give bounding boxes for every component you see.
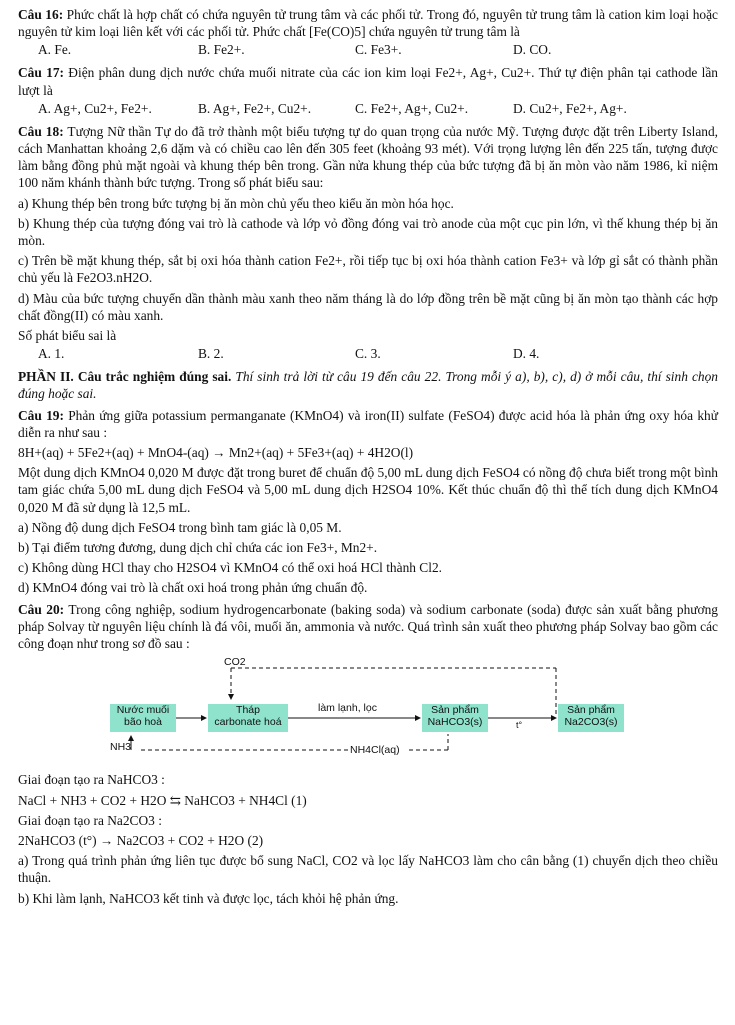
option-a: A. 1. bbox=[38, 346, 65, 362]
equation-1: NaCl + NH3 + CO2 + H2O ⇆ NaHCO3 + NH4Cl (1) bbox=[18, 792, 307, 808]
question-18 bbox=[18, 123, 718, 192]
option-c: C. Fe3+. bbox=[355, 42, 402, 58]
carbonation-tower-box bbox=[208, 704, 288, 732]
part-2-heading bbox=[18, 368, 718, 402]
part-title: PHẦN II. Câu trắc nghiệm đúng sai. bbox=[18, 369, 232, 385]
statement-b: b) Khung thép của tượng đóng vai trò là cathode và lớp vỏ đồng đóng vai trò anode của một cục pin lớn, vì thế khung thép bị ăn mòn. bbox=[18, 215, 718, 249]
part-instructions: Thí sinh trả lời từ câu 19 đến câu 22. Trong mỗi ý a), b), c), d) ở mỗi câu, thí sinh chọn đúng hoặc sai. bbox=[18, 369, 718, 402]
box-line-2: bão hoà bbox=[124, 716, 162, 729]
option-d: D. Cu2+, Fe2+, Ag+. bbox=[513, 100, 627, 116]
question-19 bbox=[18, 407, 718, 441]
statement-c: c) Không dùng HCl thay cho H2SO4 vì KMnO4 có thể oxi hoá HCl thành Cl2. bbox=[18, 560, 443, 576]
co2-label: CO2 bbox=[224, 656, 246, 669]
stage-1-heading: Giai đoạn tạo ra NaHCO3 : bbox=[18, 772, 165, 788]
options-17 bbox=[18, 99, 718, 119]
option-b: B. Fe2+. bbox=[198, 42, 245, 58]
equation-2: 2NaHCO3 (t°) → Na2CO3 + CO2 + H2O (2) bbox=[18, 832, 264, 848]
option-a: A. Fe. bbox=[38, 42, 72, 58]
question-number: Câu 16: bbox=[18, 7, 64, 22]
question-text: Phản ứng giữa potassium permanganate (KMnO4) và iron(II) sulfate (FeSO4) được acid hóa là phản ứng oxy hóa khử diễn ra như sau : bbox=[18, 407, 718, 440]
statement-b: b) Tại điểm tương đương, dung dịch chỉ chứa các ion Fe3+, Mn2+. bbox=[18, 540, 378, 556]
titration-description: Một dung dịch KMnO4 0,020 M được đặt trong buret để chuẩn độ 5,00 mL dung dịch FeSO4 có nồng độ chưa biết trong một bình tam giác chứa 5,00 mL dung dịch FeSO4 và 5,00 mL dung dịch H2SO4 10%. Kết thúc chuẩn độ thì thể tích dung dịch KMnO4 0,020 M đã sử dụng là 12,5 mL. bbox=[18, 465, 718, 515]
question-number: Câu 18: bbox=[18, 123, 64, 139]
statement-a: a) Trong quá trình phản ứng liên tục được bổ sung NaCl, CO2 và lọc lấy NaHCO3 làm cho cân bằng (1) chuyển dịch theo chiều thuận. bbox=[18, 853, 718, 886]
na2co3-product-box bbox=[558, 704, 624, 732]
option-d: D. CO. bbox=[513, 42, 552, 58]
question-text: Tượng Nữ thần Tự do đã trở thành một biểu tượng tự do quan trọng của nước Mỹ. Tượng được đặt trên Liberty Island, cách Manhattan khoảng 2,6 dặm và có chiều cao lên đến 305 feet (khoảng 93 mét). Với trọng lượng lên đến 225 tấn, tượng được làm bằng đồng phủ mặt ngoài và khung thép bên trong. Gần nửa khung thép của bức tượng đã bị ăn mòn vào năm 1986, kỉ niệm 100 năm khánh thành bức tượng. Trong số phát biểu sau: bbox=[18, 123, 719, 191]
box-line-1: Tháp bbox=[236, 704, 260, 717]
statement-b: b) Khi làm lạnh, NaHCO3 kết tinh và được lọc, tách khỏi hệ phản ứng. bbox=[18, 890, 399, 906]
statement-d: d) Màu của bức tượng chuyển dần thành màu xanh theo năm tháng là do lớp đồng trên bề mặt cũng bị ăn mòn tạo thành các hợp chất đồng(II) có màu xanh. bbox=[18, 290, 718, 323]
stage-2-heading: Giai đoạn tạo ra Na2CO3 : bbox=[18, 812, 162, 828]
question-20 bbox=[18, 601, 718, 653]
box-line-2: carbonate hoá bbox=[214, 716, 282, 729]
options-16 bbox=[18, 40, 718, 60]
question-16 bbox=[18, 6, 718, 40]
statement-c: c) Trên bề mặt khung thép, sắt bị oxi hóa thành cation Fe2+, rồi tiếp tục bị oxi hóa thành cation Fe3+ và lớp gỉ sắt có thành phần chủ yếu là Fe2O3.nH2O. bbox=[18, 253, 718, 286]
box-line-1: Sản phẩm bbox=[567, 704, 615, 717]
option-b: B. Ag+, Fe2+, Cu2+. bbox=[198, 100, 312, 116]
question-number: Câu 20: bbox=[18, 601, 65, 617]
question-number: Câu 19: bbox=[18, 407, 64, 423]
options-18 bbox=[18, 344, 718, 364]
statement-a: a) Khung thép bên trong bức tượng bị ăn mòn chủ yếu theo kiểu ăn mòn hóa học. bbox=[18, 195, 454, 211]
statement-d: d) KMnO4 đóng vai trò là chất oxi hoá trong phản ứng chuẩn độ. bbox=[18, 580, 368, 596]
question-text: Phức chất là hợp chất có chứa nguyên tử trung tâm và các phối tử. Trong đó, nguyên tử trung tâm là cation kim loại hoặc nguyên tử kim loại liên kết với các phối tử. Phức chất [Fe(CO)5] chứa nguyên tử trung tâm là bbox=[18, 7, 718, 40]
nh4cl-label: NH4Cl(aq) bbox=[350, 744, 400, 757]
question-17 bbox=[18, 64, 718, 98]
box-line-1: Sản phẩm bbox=[431, 704, 479, 717]
box-line-2: Na2CO3(s) bbox=[564, 716, 618, 729]
option-c: C. Fe2+, Ag+, Cu2+. bbox=[355, 100, 469, 116]
reaction-equation: 8H+(aq) + 5Fe2+(aq) + MnO4-(aq) → Mn2+(aq) + 5Fe3+(aq) + 4H2O(l) bbox=[18, 445, 414, 461]
heat-label: t° bbox=[516, 720, 523, 731]
option-d: D. 4. bbox=[513, 346, 540, 362]
question-text: Trong công nghiệp, sodium hydrogencarbonate (baking soda) và sodium carbonate (soda) được sản xuất bằng phương pháp Solvay từ nguyên liệu chính là đá vôi, muối ăn, ammonia và nước. Quá trình sản xuất theo phương pháp Solvay bao gồm các công đoạn như trong sơ đồ sau : bbox=[18, 601, 719, 652]
nh3-label: NH3 bbox=[110, 741, 132, 754]
question-ask: Số phát biểu sai là bbox=[18, 328, 117, 344]
cool-filter-label: làm lạnh, lọc bbox=[318, 702, 377, 715]
question-text: Điện phân dung dịch nước chứa muối nitrate của các ion kim loại Fe2+, Ag+, Cu2+. Thứ tự điện phân tại cathode lần lượt là bbox=[18, 65, 718, 98]
question-number: Câu 17: bbox=[18, 65, 64, 81]
option-b: B. 2. bbox=[198, 346, 224, 362]
box-line-1: Nước muối bbox=[116, 704, 170, 717]
box-line-2: NaHCO3(s) bbox=[427, 716, 483, 729]
option-a: A. Ag+, Cu2+, Fe2+. bbox=[38, 100, 152, 116]
saturated-brine-box bbox=[110, 704, 176, 732]
option-c: C. 3. bbox=[355, 346, 381, 362]
nahco3-product-box bbox=[422, 704, 488, 732]
exam-page bbox=[18, 2, 718, 907]
solvay-process-diagram bbox=[68, 656, 708, 768]
statement-a: a) Nồng độ dung dịch FeSO4 trong bình tam giác là 0,05 M. bbox=[18, 519, 342, 535]
